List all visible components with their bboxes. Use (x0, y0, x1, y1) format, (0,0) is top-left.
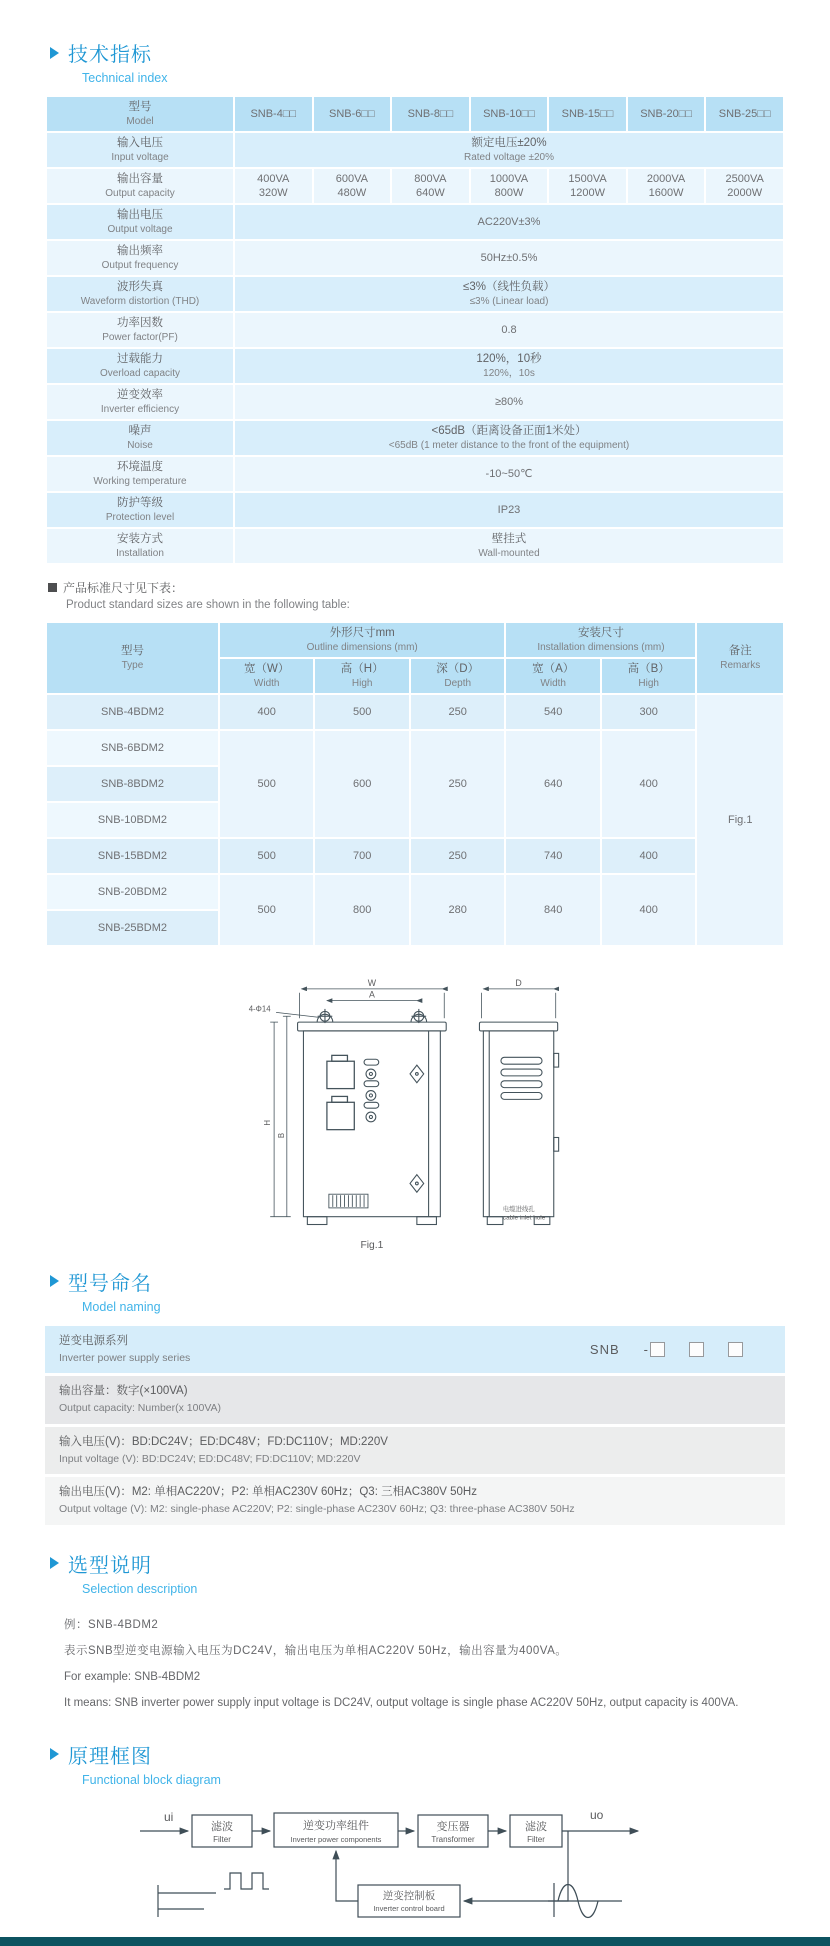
model-col: SNB-8□□ (392, 97, 469, 131)
dim-cell: 500 (220, 875, 314, 945)
row-label-en: Input voltage (111, 151, 169, 163)
row-value: 0.8 (235, 313, 783, 347)
door-lock-handles (410, 1065, 424, 1192)
spec-row-output-frequency (47, 241, 783, 275)
size-note-zh: 产品标准尺寸见下表： (63, 580, 184, 595)
spec-table (45, 95, 785, 565)
row-value-zh: ≤3%（线性负载） (463, 281, 555, 294)
naming-table (0, 1326, 830, 1525)
input-label: ui (164, 1809, 174, 1824)
fig1-drawing-svg (235, 973, 587, 1257)
section-technical-header (50, 38, 830, 85)
inverter-en: Inverter power components (290, 1834, 382, 1844)
dim-cell: 250 (411, 839, 505, 873)
capacity-cell: 1000VA 800W (471, 169, 548, 204)
section-title-en: Selection description (82, 1581, 198, 1596)
section-title-zh: 选型说明 (68, 1554, 152, 1577)
model-cell: SNB-6BDM2 (47, 731, 218, 765)
section-title-row (50, 1267, 830, 1296)
bottom-vent-grille (329, 1194, 368, 1208)
row-value-en: Rated voltage ±20% (464, 151, 554, 163)
selection-text (64, 1612, 830, 1716)
model-col: SNB-6□□ (314, 97, 391, 131)
row-label-zh: 输出容量 (117, 173, 163, 186)
row-label-zh: 环境温度 (117, 461, 163, 474)
sine-wave-icon (548, 1883, 622, 1918)
dim-cell: 640 (506, 731, 600, 837)
front-panel-meters (327, 1055, 354, 1129)
side-view-dimensions (481, 989, 555, 1018)
section-naming-header (50, 1267, 830, 1314)
model-col: SNB-4□□ (235, 97, 312, 131)
naming-row-output-voltage (45, 1477, 785, 1525)
row-label-en: Output voltage (107, 224, 173, 236)
spec-header-row (47, 97, 783, 131)
model-code-prefix: SNB (589, 1342, 620, 1357)
dim-label-h: H (263, 1119, 273, 1126)
dim-cell: 600 (315, 731, 409, 837)
naming-en: Inverter power supply series (59, 1351, 191, 1364)
model-col: SNB-15□□ (549, 97, 626, 131)
model-cell: SNB-25BDM2 (47, 911, 218, 945)
block-diagram (124, 1801, 830, 1946)
remarks-cell: Fig.1 (697, 695, 783, 945)
row-label-zh: 逆变效率 (117, 389, 163, 402)
capacity-cell: 800VA 640W (392, 169, 469, 204)
filter2-zh: 滤波 (525, 1820, 547, 1833)
dims-header-remarks: 备注 Remarks (697, 623, 783, 693)
holes-callout: 4-Φ14 (248, 1004, 271, 1014)
block-diagram-svg (124, 1801, 684, 1941)
row-label-en: Output capacity (105, 188, 175, 200)
capacity-cell: 1500VA 1200W (549, 169, 626, 204)
dim-cell: 400 (602, 731, 696, 837)
spec-row-overload (47, 349, 783, 383)
section-title-row (50, 38, 830, 67)
row-value-en: 120%，10s (483, 368, 535, 380)
selection-desc-en: It means: SNB inverter power supply input voltage is DC24V, output voltage is single phase AC220V 50Hz, output capacity is 400VA. (64, 1696, 739, 1709)
transformer-en: Transformer (431, 1834, 475, 1844)
model-cell: SNB-10BDM2 (47, 803, 218, 837)
row-value-zh: 额定电压±20% (471, 136, 547, 149)
model-cell: SNB-4BDM2 (47, 695, 218, 729)
cable-inlet-label-en: cable inlet hole (502, 1214, 546, 1222)
spec-row-noise (47, 421, 783, 455)
spec-row-installation (47, 529, 783, 563)
section-title-row (50, 1549, 830, 1578)
naming-zh: 输出容量：数字(×100VA) (59, 1385, 188, 1398)
spec-row-protection (47, 493, 783, 527)
naming-row-series (45, 1326, 785, 1374)
row-label-en: Output frequency (101, 260, 179, 272)
dim-label-d: D (515, 977, 522, 988)
model-col: SNB-10□□ (471, 97, 548, 131)
cable-inlet-label-zh: 电缆进线孔 (502, 1205, 535, 1213)
naming-row-text (59, 1333, 590, 1367)
filter1-en: Filter (213, 1834, 231, 1844)
square-wave-icon (224, 1873, 269, 1889)
dim-cell: 300 (602, 695, 696, 729)
square-bullet-icon (48, 583, 57, 592)
dim-cell: 400 (220, 695, 314, 729)
row-label-zh: 安装方式 (117, 532, 163, 545)
front-view-cabinet (298, 1009, 447, 1225)
row-label-zh: 功率因数 (117, 317, 163, 330)
dim-cell: 500 (220, 839, 314, 873)
row-value-en: Wall-mounted (478, 547, 540, 559)
page-footer-bar (0, 1937, 830, 1946)
naming-zh: 输出电压(V)：M2: 单相AC220V；P2: 单相AC230V 60Hz；Q3: 三相AC380V 50Hz (59, 1486, 477, 1499)
model-col: SNB-20□□ (628, 97, 705, 131)
dims-row-snb20 (47, 875, 783, 909)
spec-row-efficiency (47, 385, 783, 419)
spec-header-label (47, 97, 233, 131)
dim-label-b: B (276, 1132, 286, 1138)
naming-row-input-voltage (45, 1427, 785, 1475)
filter2-en: Filter (527, 1834, 545, 1844)
dimensions-table (45, 621, 785, 947)
selection-example-zh: 例：SNB-4BDM2 (64, 1618, 159, 1631)
code-box-icon (689, 1342, 704, 1357)
row-label-zh: 波形失真 (117, 281, 163, 294)
row-label-zh: 输出电压 (117, 209, 163, 222)
dc-symbol-icon (158, 1885, 216, 1917)
dims-header-a: 宽（A） Width (506, 659, 600, 693)
section-title-zh: 原理框图 (68, 1745, 152, 1768)
row-value-zh: <65dB（距离设备正面1米处） (431, 425, 587, 438)
side-view-cabinet (479, 1022, 558, 1224)
dim-cell: 540 (506, 695, 600, 729)
section-title-en: Technical index (82, 71, 168, 85)
row-label-en: Installation (116, 547, 164, 559)
model-cell: SNB-8BDM2 (47, 767, 218, 801)
dim-cell: 400 (602, 839, 696, 873)
fig1-caption: Fig.1 (360, 1239, 384, 1251)
section-arrow-icon (50, 1748, 59, 1760)
row-label-zh: 防护等级 (117, 496, 163, 509)
size-note-en: Product standard sizes are shown in the following table: (66, 598, 350, 611)
inverter-zh: 逆变功率组件 (303, 1819, 369, 1832)
row-label-en: Working temperature (93, 475, 187, 487)
dims-header-w: 宽（W） Width (220, 659, 314, 693)
row-label-en: Overload capacity (99, 368, 181, 380)
technical-drawing (235, 973, 595, 1257)
front-panel-lamps-knobs (364, 1059, 379, 1122)
naming-zh: 输入电压(V)：BD:DC24V；ED:DC48V；FD:DC110V；MD:220V (59, 1435, 388, 1448)
row-value: 50Hz±0.5% (235, 241, 783, 275)
naming-en: Output capacity: Number(x 100VA) (59, 1402, 222, 1415)
model-cell: SNB-15BDM2 (47, 839, 218, 873)
dims-row-snb6 (47, 731, 783, 765)
code-box-icon (728, 1342, 743, 1357)
section-selection-header (50, 1549, 830, 1596)
control-en: Inverter control board (373, 1903, 445, 1913)
dims-row-snb15 (47, 839, 783, 873)
dim-label-a: A (368, 989, 375, 1000)
spec-row-input-voltage (47, 133, 783, 167)
model-cell: SNB-20BDM2 (47, 875, 218, 909)
row-label-en: Protection level (105, 511, 175, 523)
spec-header-label-en: Model (126, 115, 154, 127)
section-title-en: Model naming (82, 1299, 161, 1314)
dim-cell: 840 (506, 875, 600, 945)
selection-desc-zh: 表示SNB型逆变电源输入电压为DC24V，输出电压为单相AC220V 50Hz，输出容量为400VA。 (64, 1644, 568, 1657)
row-value-en: ≤3% (Linear load) (469, 296, 549, 308)
row-label-zh: 输入电压 (117, 136, 163, 149)
row-value: ≥80% (235, 385, 783, 419)
filter1-zh: 滤波 (211, 1820, 233, 1833)
row-value: IP23 (235, 493, 783, 527)
dim-cell: 500 (220, 731, 314, 837)
dim-cell: 740 (506, 839, 600, 873)
naming-row-capacity (45, 1376, 785, 1424)
section-title-row (50, 1740, 830, 1769)
naming-en: Output voltage (V): M2: single-phase AC220V; P2: single-phase AC230V 60Hz; Q3: three-phase AC380V 50Hz (59, 1503, 575, 1516)
spec-row-output-capacity (47, 169, 783, 204)
row-value: AC220V±3% (235, 205, 783, 239)
naming-en: Input voltage (V): BD:DC24V; ED:DC48V; FD:DC110V; MD:220V (59, 1452, 361, 1465)
section-title-en: Functional block diagram (82, 1772, 221, 1787)
row-label-en: Power factor(PF) (102, 332, 178, 344)
row-label-en: Waveform distortion (THD) (80, 296, 200, 308)
dim-cell: 280 (411, 875, 505, 945)
spec-header-label-zh: 型号 (128, 101, 152, 113)
transformer-zh: 变压器 (436, 1820, 470, 1833)
dim-cell: 700 (315, 839, 409, 873)
dims-header-h: 高（H） High (315, 659, 409, 693)
capacity-cell: 400VA 320W (235, 169, 312, 204)
dims-header-row1 (47, 623, 783, 657)
spec-row-power-factor (47, 313, 783, 347)
section-title-zh: 型号命名 (68, 1272, 152, 1295)
control-zh: 逆变控制板 (382, 1889, 436, 1902)
dims-row-snb4 (47, 695, 783, 729)
dim-cell: 400 (602, 875, 696, 945)
row-label-zh: 输出频率 (117, 245, 163, 258)
section-arrow-icon (50, 1557, 59, 1569)
dims-header-install: 安装尺寸 Installation dimensions (mm) (506, 623, 695, 657)
model-col: SNB-25□□ (706, 97, 783, 131)
row-label-zh: 过载能力 (117, 353, 163, 366)
dim-cell: 500 (315, 695, 409, 729)
row-label-zh: 噪声 (128, 425, 152, 438)
code-slot-1 (644, 1342, 665, 1357)
naming-zh: 逆变电源系列 (59, 1334, 128, 1347)
dim-cell: 800 (315, 875, 409, 945)
spec-row-temperature (47, 457, 783, 491)
dim-cell: 250 (411, 731, 505, 837)
section-arrow-icon (50, 1275, 59, 1287)
code-box-icon (650, 1342, 665, 1357)
capacity-cell: 600VA 480W (314, 169, 391, 204)
dim-label-w: W (367, 977, 377, 988)
dash: - (643, 1342, 648, 1357)
capacity-cell: 2500VA 2000W (706, 169, 783, 204)
selection-example-en: For example: SNB-4BDM2 (64, 1670, 201, 1683)
dim-cell: 250 (411, 695, 505, 729)
dims-header-outline: 外形尺寸mm Outline dimensions (mm) (220, 623, 505, 657)
dims-header-b: 高（B） High (602, 659, 696, 693)
section-block-header (50, 1740, 830, 1787)
section-arrow-icon (50, 47, 59, 59)
row-value-en: <65dB (1 meter distance to the front of the equipment) (388, 440, 630, 452)
row-label-en: Inverter efficiency (100, 404, 180, 416)
dims-header-type: 型号 Type (47, 623, 218, 693)
spec-row-waveform (47, 277, 783, 311)
row-value-zh: 壁挂式 (491, 532, 527, 545)
capacity-cell: 2000VA 1600W (628, 169, 705, 204)
spec-row-output-voltage (47, 205, 783, 239)
model-code-area (590, 1342, 743, 1357)
size-note-zh-line (48, 579, 830, 596)
section-title-zh: 技术指标 (68, 44, 152, 66)
row-label-en: Noise (127, 440, 153, 452)
output-label: uo (590, 1807, 604, 1822)
dims-header-d: 深（D） Depth (411, 659, 505, 693)
row-value-zh: 120%，10秒 (476, 353, 542, 366)
row-value: -10~50℃ (235, 457, 783, 491)
